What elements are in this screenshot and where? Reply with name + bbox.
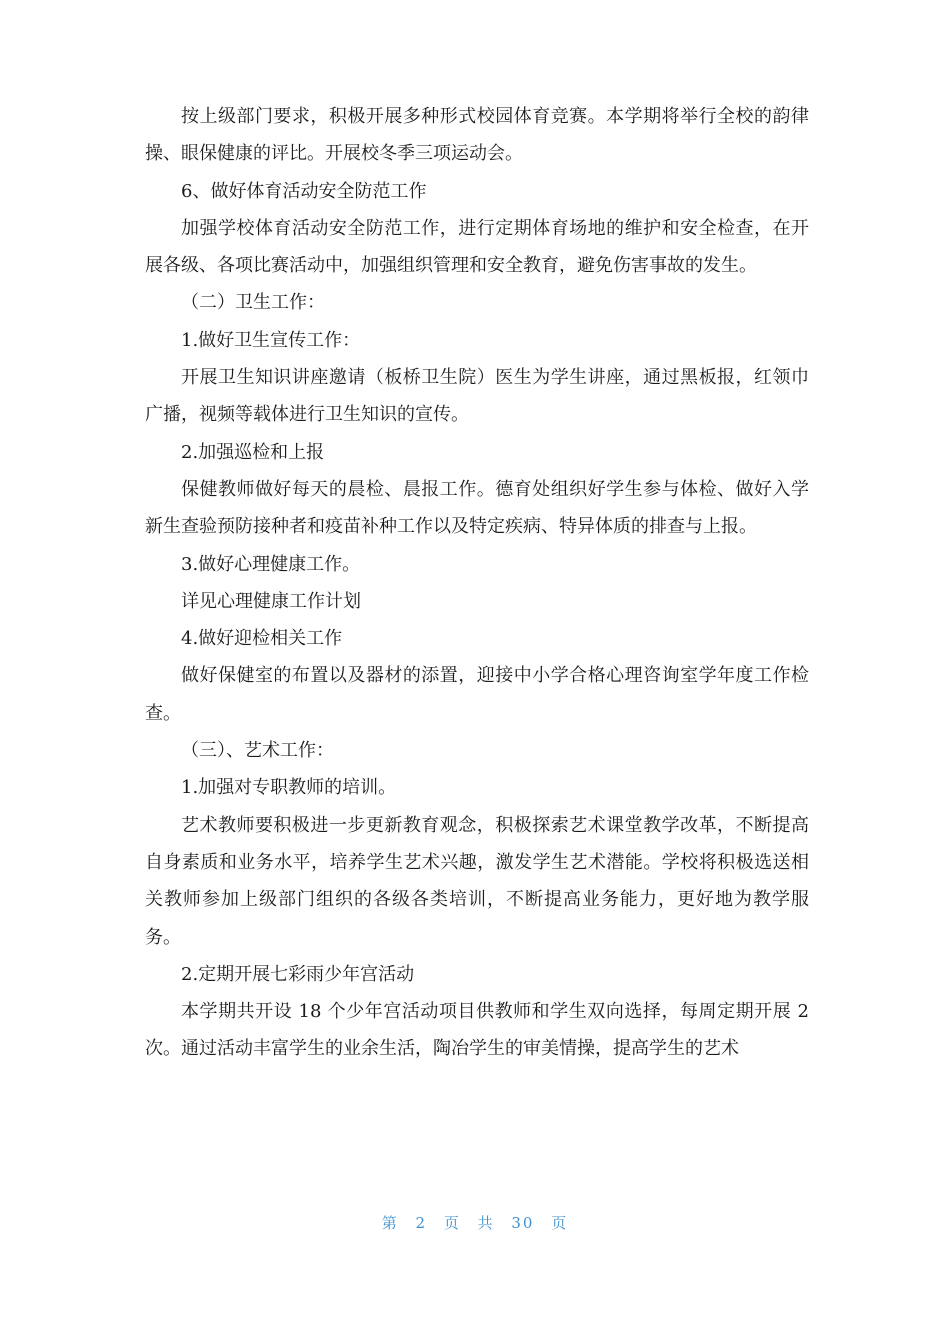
section-heading: 4.做好迎检相关工作 (181, 628, 343, 650)
section-heading: 2.定期开展七彩雨少年宫活动 (181, 963, 415, 985)
section-heading: 2.加强巡检和上报 (181, 441, 325, 463)
document-page (145, 98, 809, 1068)
section-heading: 1.加强对专职教师的培训。 (181, 777, 397, 799)
paragraph: 本学期共开设 18 个少年宫活动项目供教师和学生双向选择，每周定期开展 2 次。通过活动丰富学生的业余生活，陶冶学生的审美情操，提高学生的艺术 (145, 1001, 809, 1060)
paragraph: 开展卫生知识讲座邀请（板桥卫生院）医生为学生讲座，通过黑板报，红领巾广播，视频等载体进行卫生知识的宣传。 (145, 367, 809, 426)
paragraph: 加强学校体育活动安全防范工作，进行定期体育场地的维护和安全检查，在开展各级、各项比赛活动中，加强组织管理和安全教育，避免伤害事故的发生。 (145, 217, 809, 277)
paragraph: 做好保健室的布置以及器材的添置，迎接中小学合格心理咨询室学年度工作检查。 (145, 665, 809, 724)
section-heading: 6、做好体育活动安全防范工作 (181, 180, 427, 202)
section-heading: 1.做好卫生宣传工作： (181, 329, 361, 351)
paragraph: 艺术教师要积极进一步更新教育观念，积极探索艺术课堂教学改革，不断提高自身素质和业务水平，培养学生艺术兴趣，激发学生艺术潜能。学校将积极选送相关教师参加上级部门组织的各级各类培训，不断提高业务能力，更好地为教学服务。 (145, 814, 809, 948)
paragraph: 详见心理健康工作计划 (181, 590, 361, 612)
paragraph: 保健教师做好每天的晨检、晨报工作。德育处组织好学生参与体检、做好入学新生查验预防接种者和疫苗补种工作以及特定疾病、特异体质的排查与上报。 (145, 478, 809, 538)
section-heading: （三）、艺术工作： (181, 740, 334, 762)
section-heading: （二）卫生工作： (181, 292, 325, 314)
paragraph: 按上级部门要求，积极开展多种形式校园体育竞赛。本学期将举行全校的韵律操、眼保健康的评比。开展校冬季三项运动会。 (145, 106, 809, 165)
page-number-footer: 第 2 页 共 30 页 (381, 1214, 569, 1232)
section-heading: 3.做好心理健康工作。 (181, 553, 361, 575)
